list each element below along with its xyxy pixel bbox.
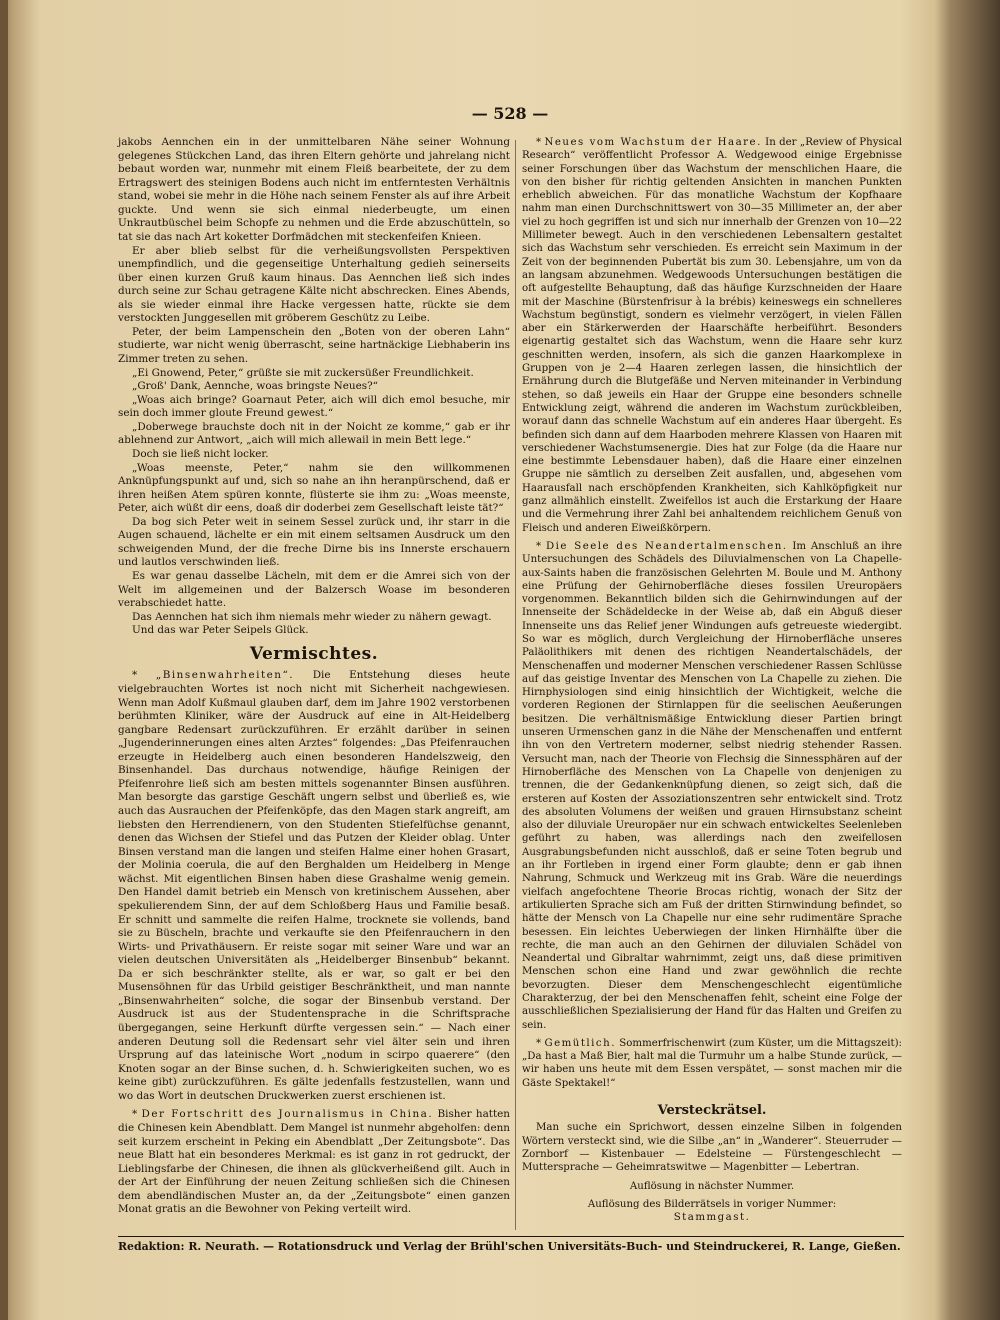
story-paragraph: „Woas meenste, Peter,“ nahm sie den willkommenen Anknüpfungspunkt auf und, sich so nahe an ihn heranpürschend, daß er ihren heißen Atem spüren konnte, flüsterte sie ihm zu: „Woas meenste, Peter, aich wüßt dir eens, doaß dir doderbei zem Gesellschaft leiste tät?“ bbox=[118, 461, 510, 515]
footer-rule bbox=[118, 1236, 904, 1237]
article-body: Die Entstehung dieses heute vielgebrauchten Wortes ist noch nicht mit Sicherheit nachgewiesen. Wenn man Adolf Kußmaul glauben darf, dem im Jahre 1902 verstorbenen berühmten Kliniker, wäre der Ausdruck auf eine in Alt-Heidelberg gangbare Redensart zurückzuführen. Er erzählt darüber in seinen „Jugenderinnerungen eines alten Arztes“ folgendes: „Das Pfeifenrauchen erzeugte in Heidelberg auch einen besonderen Handelszweig, den Binsenhandel. Das durchaus notwendige, häufige Reinigen der Pfeifenrohre ließ sich am besten mittels sogenannter Binsen ausführen. Man besorgte das garstige Geschäft ungern selbst und überließ es, wie auch das Ausrauchen der Pfeifenköpfe, das den Magen stark angreift, am liebsten den Herrendienern, von den Studenten Stiefelfüchse genannt, denen das Wichsen der Stiefel und das Putzen der Kleider oblag. Unter Binsen verstand man die langen und steifen Halme einer hohen Grasart, der Molinia coerula, die auf den Berghalden um Heidelberg in Menge wächst. Mit eigentlichen Binsen haben diese Grashalme wenig gemein. Den Handel damit betrieb ein Mensch von kretinischem Aussehen, aber spekulierendem Sinn, der auf dem Schloßberg Haus und Familie besaß. Er schnitt und sammelte die reifen Halme, trocknete sie vollends, band sie zu Büscheln, brachte und verkaufte sie den Pfeifenrauchern in den Wirts- und Privathäusern. Er reiste sogar mit seiner Ware und war an vielen deutschen Universitäten als „Heidelberger Binsenbub“ bekannt. Da er sich beschränkter stellte, als er war, so galt er bei den Musensöhnen für das Urbild geistiger Beschränktheit, und man nannte „Binsenwahrheiten“ solche, die sogar der Binsenbub verstand. Der Ausdruck ist aus der Studentensprache in die Schriftsprache übergegangen, seine Herkunft dürfte vergessen sein.“ — Nach einer anderen Deutung soll die Redensart sehr viel älter sein und ihren Ursprung auf das lateinische Wort „nodum in scirpo quaerere“ (den Knoten sogar an der Binse suchen, d. h. Schwierigkeiten suchen, wo es keine gibt) zurückzuführen. Es gälte jedenfalls festzustellen, wann und wo das Wort in deutschen Druckwerken zuerst erschienen ist. bbox=[118, 669, 511, 1102]
previous-puzzle-answer: Stammgast. bbox=[673, 1212, 751, 1224]
story-paragraph: Das Aennchen hat sich ihm niemals mehr wieder zu nähern gewagt. bbox=[132, 610, 492, 623]
article-body: In der „Review of Physical Research“ veröffentlicht Professor A. Wedgewood einige Ergebnisse seiner Forschungen über das Wachstum der menschlichen Haare, die von den bisher für richtig geltenden Ansichten in manchen Punkten erheblich abweichen. Für das monatliche Wachstum der Kopfhaare nahm man einen Durchschnittswert von 30—35 Millimeter an, der aber viel zu hoch gegriffen ist und sich nur innerhalb der Grenzen von 10—22 Millimeter bewegt. Auch in den verschiedenen Lebensaltern gestaltet sich das Wachstum sehr verschieden. Es erreicht sein Maximum in der Zeit von der beginnenden Pubertät bis zum 30. Lebensjahre, um von da an langsam abzunehmen. Wedgewoods Untersuchungen bestätigen die oft aufgestellte Behauptung, daß das häufige Kurzschneiden der Haare mit der Maschine (Bürstenfrisur à la brébis) keineswegs ein schnelleres Wachstum begünstigt, sondern es vielmehr verzögert, in vielen Fällen aber ein Stärkerwerden der Haarschäfte herbeiführt. Besonders eigenartig gestaltet sich das Wachstum, wenn die Haare sehr kurz geschnitten werden, insofern, als sich die ganzen Haarkomplexe in Gruppen von je 2—4 Haaren zerlegen lassen, die hinsichtlich der Ernährung durch die Blutgefäße und Nerven miteinander in Verbindung stehen, so daß jeweils ein Haar der Gruppe eine besonders schnelle Entwicklung zeigt, während die anderen im Wachstum zurückbleiben, worauf dann das schnelle Wachstum auf ein anderes Haar übergeht. Es befinden sich dann auf dem Haarboden mehrere Klassen von Haaren mit verschiedener Wachstumsenergie. Dies hat zur Folge (da die Haare nur eine bestimmte Lebensdauer haben), daß die Haare einer einzelnen Gruppe nie sämtlich zu derselben Zeit ausfallen, und, abgesehen vom Haarausfall nach erschöpfenden Krankheiten, sich Kahlköpfigkeit nur ganz allmählich einstellt. Zweifellos ist auch die Erstarkung der Haare und die Vermehrung ihrer Zahl bei anhaltendem reichlichem Genuß von Fleisch und anderen Eiweißkörpern. bbox=[522, 137, 902, 534]
story-paragraph: Da bog sich Peter weit in seinem Sessel zurück und, ihr starr in die Augen schauend, lächelte er ein mit einem seltsamen Ausdruck um den schweigenden Mund, der die freche Dirne bis ins Innerste erschauern und lautlos verschwinden ließ. bbox=[118, 515, 510, 569]
article-body: Im Anschluß an ihre Untersuchungen des Schädels des Diluvialmenschen von La Chapelle-aux-Saints haben die französischen Gelehrten M. Boule und M. Anthony eine Prüfung der Gehirnoberfläche dieses fossilen Ureuropäers vorgenommen. Bekanntlich bilden sich die Gehirnwindungen auf der Innenseite der Schädeldecke in der Weise ab, daß ein Abguß dieser Innenseite uns das Relief jener Windungen aufs getreueste wiedergibt. So war es möglich, durch Vergleichung der Hirnoberfläche unseres Paläolithikers mit denen des richtigen Neandertalschädels, der Menschenaffen und moderner Menschen verschiedener Rassen Schlüsse auf das geistige Inventar des Menschen von La Chapelle zu ziehen. Die Hirnphysiologen sind einig hinsichtlich der Wichtigkeit, welche die vorderen Regionen der Stirnlappen für die seelischen Aeußerungen besitzen. Die verhältnismäßige Entwicklung dieser Partien bringt unseren Urmenschen ganz in die Nähe der Menschenaffen und entfernt ihn von den Vertretern moderner, selbst niedrig stehender Rassen. Versucht man, nach der Theorie von Flechsig die Sinnessphären auf der Hirnoberfläche des Menschen von La Chapelle von denjenigen zu trennen, die der Gedankenknüpfung dienen, so zeigt sich, daß die ersteren auf Kosten der Assoziationszentren sehr entwickelt sind. Trotz des absoluten Volumens der weißen und grauen Hirnsubstanz scheint also der diluviale Ureuropäer nur ein schwach entwickeltes Seelenleben geführt zu haben, was allerdings nach den zweifellosen Ausgrabungsbefunden nicht ausschloß, daß er seine Toten begrub und an ihr Fortleben in irgend einer Form glaubte; denn er gab ihnen Nahrung, Schmuck und Werkzeug mit ins Grab. Wäre die neuerdings vielfach angefochtene Theorie Brocas richtig, wonach der Sitz der artikulierten Sprache sich am Fuß der dritten Stirnwindung befindet, so hätte der Mensch von La Chapelle nur eine sehr rudimentäre Sprache besessen. Ein leichtes Ueberwiegen der linken Hirnhälfte über die rechte, die man auch an den Gehirnen der diluvialen Schädel von Neandertal und Gibraltar wahrnimmt, zeigt uns, daß diese primitiven Menschen schon eine Hand und zwar gewöhnlich die rechte bevorzugten. Dieser dem Menschengeschlecht eigentümliche Charakterzug, der bei den Menschenaffen fehlt, scheint eine Folge der ausschließlichen Spezialisierung der Hand für das Halten und Greifen zu sein. bbox=[522, 540, 902, 1031]
imprint-footer: Redaktion: R. Neurath. — Rotationsdruck und Verlag der Brühl'schen Universitäts-Buch- und Steindruckerei, R. Lange, Gießen. bbox=[118, 1240, 901, 1253]
article-lead: Der Fortschritt des Journalismus in China. bbox=[141, 1108, 434, 1121]
section-heading-vermischtes: Vermischtes. bbox=[249, 643, 379, 664]
story-paragraph: Doch sie ließ nicht locker. bbox=[132, 447, 269, 460]
left-column bbox=[118, 136, 510, 1217]
misc-article: * Neues vom Wachstum der Haare. In der „Review of Physical Research“ veröffentlicht Professor A. Wedgewood einige Ergebnisse seiner Forschungen über das Wachstum der menschlichen Haare, die von den bisher für richtig geltenden Ansichten in manchen Punkten erheblich abweichen. Für das monatliche Wachstum der Kopfhaare nahm man einen Durchschnittswert von 30—35 Millimeter an, der aber viel zu hoch gegriffen ist und sich nur innerhalb der Grenzen von 10—22 Millimeter bewegt. Auch in den verschiedenen Lebensaltern gestaltet sich das Wachstum sehr verschieden. Es erreicht sein Maximum in der Zeit von der beginnenden Pubertät bis zum 30. Lebensjahre, um von da an langsam abzunehmen. Wedgewoods Untersuchungen bestätigen die oft aufgestellte Behauptung, daß das häufige Kurzschneiden der Haare mit der Maschine (Bürstenfrisur à la brébis) keineswegs ein schnelleres Wachstum begünstigt, sondern es vielmehr verzögert, in vielen Fällen aber ein Stärkerwerden der Haarschäfte herbeiführt. Besonders eigenartig gestaltet sich das Wachstum, wenn die Haare sehr kurz geschnitten werden, insofern, als sich die ganzen Haarkomplexe in Gruppen von je 2—4 Haaren zerlegen lassen, die hinsichtlich der Ernährung durch die Blutgefäße und Nerven miteinander in Verbindung stehen, so daß jeweils ein Haar der Gruppe eine besonders schnelle Entwicklung zeigt, während die anderen im Wachstum zurückbleiben, worauf dann das schnelle Wachstum auf ein anderes Haar übergeht. Es befinden sich dann auf dem Haarboden mehrere Klassen von Haaren mit verschiedener Wachstumsenergie. Dies hat zur Folge (da die Haare nur eine bestimmte Lebensdauer haben), daß die Haare einer einzelnen Gruppe nie sämtlich zu derselben Zeit ausfallen, und, abgesehen vom Haarausfall nach erschöpfenden Krankheiten, sich Kahlköpfigkeit nur ganz allmählich einstellt. Zweifellos ist auch die Erstarkung der Haare und die Vermehrung ihrer Zahl bei anhaltendem reichlichem Genuß von Fleisch und anderen Eiweißkörpern. bbox=[522, 137, 902, 534]
page-binding-edge bbox=[0, 0, 8, 1320]
article-lead: „Binsenwahrheiten“. bbox=[155, 669, 295, 682]
article-lead: Gemütlich. bbox=[544, 1037, 616, 1049]
story-paragraph: Peter, der beim Lampenschein den „Boten von der oberen Lahn“ studierte, war nicht wenig überrascht, seine hartnäckige Liebhaberin ins Zimmer treten zu sehen. bbox=[118, 325, 510, 365]
puzzle-heading: Versteckrätsel. bbox=[657, 1103, 767, 1119]
story-paragraph: „Groß' Dank, Aennche, woas bringste Neues?“ bbox=[132, 380, 378, 393]
article-lead: Die Seele des Neandertalmenschen. bbox=[545, 540, 788, 552]
right-column bbox=[522, 136, 902, 1224]
story-paragraph: Er aber blieb selbst für die verheißungsvollsten Perspektiven unempfindlich, und die gegenseitige Unterhaltung gedieh seinerseits über einen kurzen Gruß kaum hinaus. Das Aennchen ließ sich indes durch seine zur Schau getragene Kälte nicht abschrecken. Eines Abends, als sie wieder einmal ihre Hacke vergessen hatte, rückte sie dem verstockten Junggesellen mit gröberem Geschütz zu Leibe. bbox=[118, 244, 510, 325]
article-body: Sommerfrischenwirt (zum Küster, um die Mittagszeit): „Da hast a Maß Bier, halt mal die Turmuhr um a halbe Stunde zurück, — wir haben uns heute mit dem Essen verspätet, — sonst machen mir die Gäste Spektakel!“ bbox=[522, 1037, 902, 1089]
misc-article: * Die Seele des Neandertalmenschen. Im Anschluß an ihre Untersuchungen des Schädels des Diluvialmenschen von La Chapelle-aux-Saints haben die französischen Gelehrten M. Boule und M. Anthony eine Prüfung der Gehirnoberfläche dieses fossilen Ureuropäers vorgenommen. Bekanntlich bilden sich die Gehirnwindungen auf der Innenseite der Schädeldecke in der Weise ab, daß ein Abguß dieser Innenseite uns das Relief jener Windungen aufs getreueste wiedergibt. So war es möglich, durch Vergleichung der Hirnoberfläche unseres Paläolithikers mit denen des richtigen Neandertalschädels, der Menschenaffen und moderner Menschen verschiedener Rassen Schlüsse auf das geistige Inventar des Menschen von La Chapelle zu ziehen. Die Hirnphysiologen sind einig hinsichtlich der Wichtigkeit, welche die vorderen Regionen der Stirnlappen für die seelischen Aeußerungen besitzen. Die verhältnismäßige Entwicklung dieser Partien bringt unseren Urmenschen ganz in die Nähe der Menschenaffen und entfernt ihn von den Vertretern moderner, selbst niedrig stehender Rassen. Versucht man, nach der Theorie von Flechsig die Sinnessphären auf der Hirnoberfläche des Menschen von La Chapelle von denjenigen zu trennen, die der Gedankenknüpfung dienen, so zeigt sich, daß die ersteren auf Kosten der Assoziationszentren sehr entwickelt sind. Trotz des absoluten Volumens der weißen und grauen Hirnsubstanz scheint also der diluviale Ureuropäer nur ein schwach entwickeltes Seelenleben geführt zu haben, was allerdings nach den zweifellosen Ausgrabungsbefunden nicht ausschloß, daß er seine Toten begrub und an ihr Fortleben in irgend einer Form glaubte; denn er gab ihnen Nahrung, Schmuck und Werkzeug mit ins Grab. Wäre die neuerdings vielfach angefochtene Theorie Brocas richtig, wonach der Sitz der artikulierten Sprache sich am Fuß der dritten Stirnwindung befindet, so hätte der Mensch von La Chapelle nur eine sehr rudimentäre Sprache besessen. Ein leichtes Ueberwiegen der linken Hirnhälfte über die rechte, die man auch an den Gehirnen der diluvialen Schädel von Neandertal und Gibraltar wahrnimmt, zeigt uns, daß diese primitiven Menschen schon eine Hand und zwar gewöhnlich die rechte bevorzugten. Dieser dem Menschengeschlecht eigentümliche Charakterzug, der bei den Menschenaffen fehlt, scheint eine Folge der ausschließlichen Spezialisierung der Hand für das Halten und Greifen zu sein. bbox=[522, 540, 902, 1031]
column-divider bbox=[515, 140, 516, 1230]
story-paragraph: „Woas aich bringe? Goarnaut Peter, aich will dich emol besuche, mir sein doch immer gloute Freund gewest.“ bbox=[118, 393, 510, 420]
previous-puzzle-label: Auflösung des Bilderrätsels in voriger Nummer: bbox=[587, 1198, 837, 1210]
misc-items-left bbox=[118, 669, 510, 1217]
misc-items-right bbox=[522, 136, 902, 1090]
puzzle-resolution-note: Auflösung in nächster Nummer. bbox=[629, 1180, 795, 1192]
article-body: Bisher hatten die Chinesen kein Abendblatt. Dem Mangel ist nunmehr abgeholfen: denn seit kurzem erscheint in Peking ein Abendblatt „Der Zeitungsbote“. Das neue Blatt hat ein besonderes Merkmal: es ist ganz in rot gedruckt, der Lieblingsfarbe der Chinesen, die ihnen als glückverheißend gilt. Auch in der Art der Einführung der neuen Zeitung schließen sich die Chinesen dem abendländischen Muster an, da der „Zeitungsbote“ einen ganzen Monat gratis an die Bewohner von Peking verteilt wird. bbox=[118, 1108, 510, 1216]
misc-article: * Der Fortschritt des Journalismus in China. Bisher hatten die Chinesen kein Abendblatt. Dem Mangel ist nunmehr abgeholfen: denn seit kurzem erscheint in Peking ein Abendblatt „Der Zeitungsbote“. Das neue Blatt hat ein besonderes Merkmal: es ist ganz in rot gedruckt, der Lieblingsfarbe der Chinesen, die ihnen als glückverheißend gilt. Auch in der Art der Einführung der neuen Zeitung schließen sich die Chinesen dem abendländischen Muster an, da der „Zeitungsbote“ einen ganzen Monat gratis an die Bewohner von Peking verteilt wird. bbox=[118, 1108, 510, 1216]
story-text bbox=[118, 136, 510, 638]
story-paragraph: Es war genau dasselbe Lächeln, mit dem er die Amrei sich von der Welt im allgemeinen und der Balzersch Woase im besonderen verabschiedet hatte. bbox=[118, 570, 510, 610]
misc-article: * „Binsenwahrheiten“. Die Entstehung dieses heute vielgebrauchten Wortes ist noch nicht mit Sicherheit nachgewiesen. Wenn man Adolf Kußmaul glauben darf, dem im Jahre 1902 verstorbenen berühmten Kliniker, wäre der Ausdruck auf eine in Alt-Heidelberg gangbare Redensart zurückzuführen. Er erzählt darüber in seinen „Jugenderinnerungen eines alten Arztes“ folgendes: „Das Pfeifenrauchen erzeugte in Heidelberg auch einen besonderen Handelszweig, den Binsenhandel. Das durchaus notwendige, häufige Reinigen der Pfeifenrohre ließ sich am besten mittels sogenannter Binsen ausführen. Man besorgte das garstige Geschäft ungern selbst und überließ es, wie auch das Ausrauchen der Pfeifenköpfe, das den Magen stark angreift, am liebsten den Herrendienern, von den Studenten Stiefelfüchse genannt, denen das Wichsen der Stiefel und das Putzen der Kleider oblag. Unter Binsen verstand man die langen und steifen Halme einer hohen Grasart, der Molinia coerula, die auf den Berghalden um Heidelberg in Menge wächst. Mit eigentlichen Binsen haben diese Grashalme wenig gemein. Den Handel damit betrieb ein Mensch von kretinischem Aussehen, aber spekulierendem Sinn, der auf dem Schloßberg Haus und Familie besaß. Er schnitt und sammelte die reifen Halme, trocknete sie vollends, band sie zu Büscheln, brachte und verkaufte sie den Pfeifenrauchern in den Wirts- und Privathäusern. Er reiste sogar mit seiner Ware und war an vielen deutschen Universitäten als „Heidelberger Binsenbub“ bekannt. Da er sich beschränkter stellte, als er war, so galt er bei den Musensöhnen für das Urbild geistiger Beschränktheit, und man nannte „Binsenwahrheiten“ solche, die sogar der Binsenbub verstand. Der Ausdruck ist aus der Studentensprache in die Schriftsprache übergegangen, seine Herkunft dürfte vergessen sein.“ — Nach einer anderen Deutung soll die Redensart sehr viel älter sein und ihren Ursprung auf das lateinische Wort „nodum in scirpo quaerere“ (den Knoten sogar an der Binse suchen, d. h. Schwierigkeiten suchen, wo es keine gibt) zurückzuführen. Es gälte jedenfalls festzustellen, wann und wo das Wort in deutschen Druckwerken zuerst erschienen ist. bbox=[118, 669, 511, 1102]
misc-article: * Gemütlich. Sommerfrischenwirt (zum Küster, um die Mittagszeit): „Da hast a Maß Bier, halt mal die Turmuhr um a halbe Stunde zurück, — wir haben uns heute mit dem Essen verspätet, — sonst machen mir die Gäste Spektakel!“ bbox=[522, 1037, 902, 1089]
story-paragraph: Und das war Peter Seipels Glück. bbox=[132, 624, 309, 637]
story-paragraph: jakobs Aennchen ein in der unmittelbaren Nähe seiner Wohnung gelegenes Stückchen Land, das ihren Eltern gehörte und jahrelang nicht bebaut worden war, nunmehr mit einem Fleiß bearbeitete, der zu dem Ertragswert des steinigen Bodens auch nicht im entferntesten Verhältnis stand, wobei sie mehr in die Höhe nach seinem Fenster als auf ihre Arbeit guckte. Und wenn sie sich einmal niederbeugte, um einen Unkrautbüschel beim Schopfe zu nehmen und die Erde abzuschütteln, so tat sie das nach Art koketter Dorfmädchen mit steckenfeifen Knieen. bbox=[118, 136, 510, 243]
story-paragraph: „Doberwege brauchste doch nit in der Noicht ze komme,“ gab er ihr ablehnend zur Antwort, „aich will mich allewail in mein Bett lege.“ bbox=[118, 420, 510, 447]
puzzle-body: Man suche ein Sprichwort, dessen einzelne Silben in folgenden Wörtern versteckt sind, wie die Silbe „an“ in „Wanderer“. Steuerruder — Zornborf — Kistenbauer — Edelsteine — Fürstengeschlecht — Muttersprache — Geheimratswitwe — Magenbitter — Lebertran. bbox=[522, 1122, 902, 1174]
story-paragraph: „Ei Gnowend, Peter,“ grüßte sie mit zuckersüßer Freundlichkeit. bbox=[132, 366, 474, 379]
page-number: — 528 — bbox=[471, 104, 549, 123]
article-lead: Neues vom Wachstum der Haare. bbox=[544, 137, 762, 148]
